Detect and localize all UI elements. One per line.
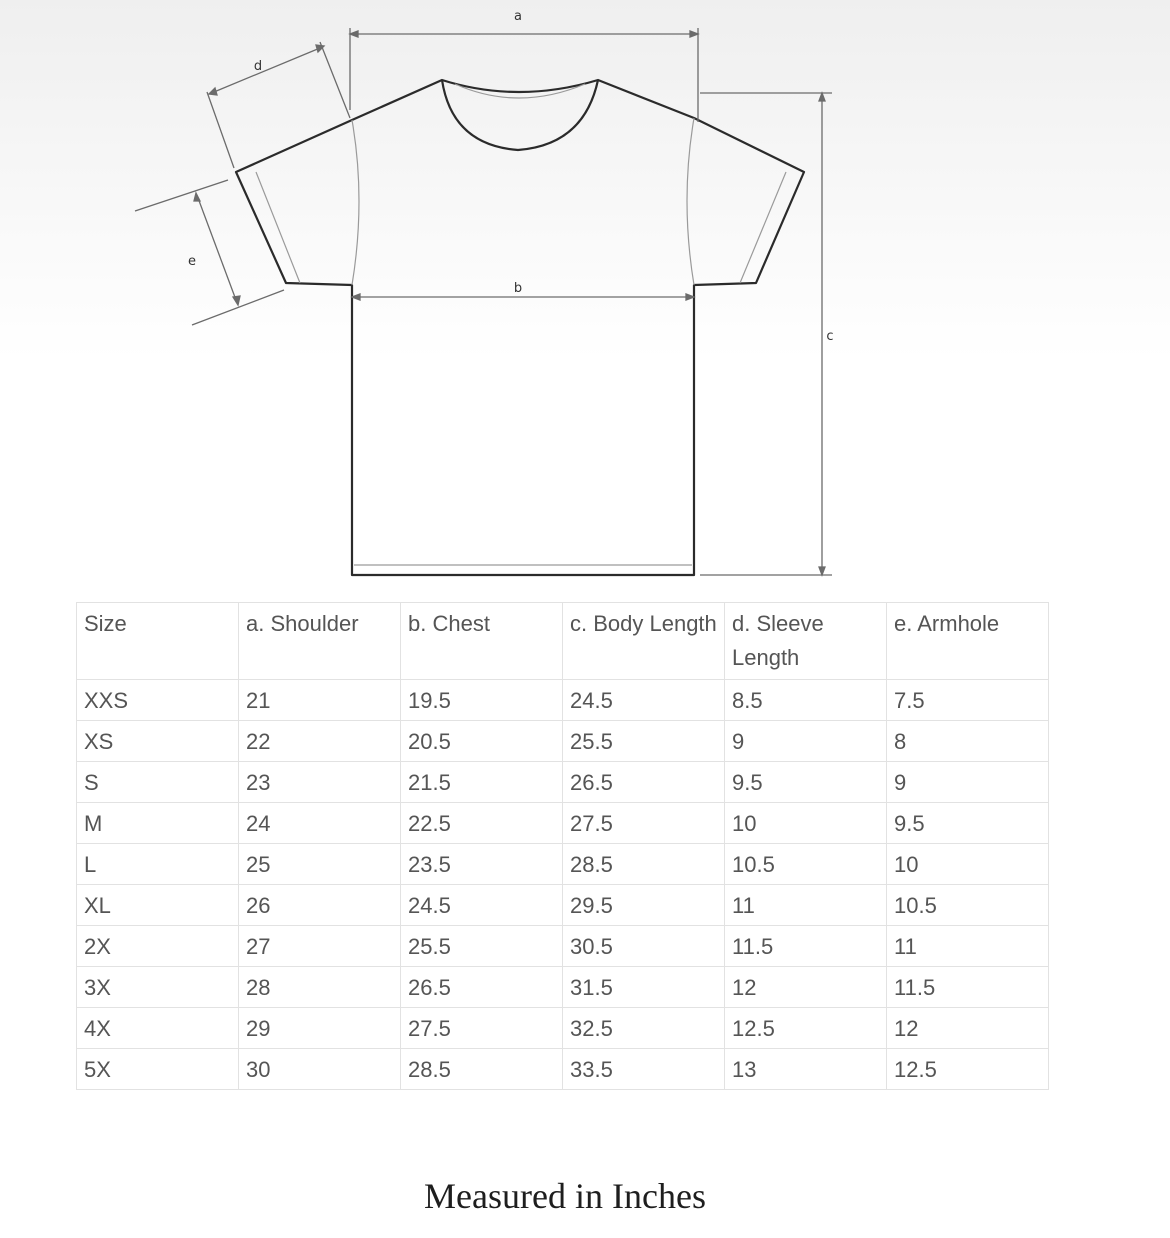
- tshirt-seams: [256, 84, 786, 565]
- table-row: [77, 967, 1049, 1008]
- dim-a-arrow-left: [350, 31, 358, 37]
- dim-d-line: [214, 48, 320, 92]
- dim-a-label: a: [514, 9, 522, 24]
- cell-size: 5X: [77, 1049, 239, 1090]
- cell-chest: 28.5: [401, 1049, 563, 1090]
- cell-sleeve-length: 9.5: [725, 762, 887, 803]
- tshirt-measurement-diagram: [0, 0, 1170, 600]
- cell-armhole: 7.5: [887, 680, 1049, 721]
- cell-chest: 20.5: [401, 721, 563, 762]
- cell-sleeve-length: 12: [725, 967, 887, 1008]
- cell-shoulder: 25: [239, 844, 401, 885]
- cell-body-length: 30.5: [563, 926, 725, 967]
- cell-chest: 23.5: [401, 844, 563, 885]
- cell-sleeve-length: 12.5: [725, 1008, 887, 1049]
- cell-shoulder: 22: [239, 721, 401, 762]
- cell-size: 2X: [77, 926, 239, 967]
- dim-b-arrow-left: [352, 294, 360, 300]
- dim-e-tick-top: [135, 180, 228, 211]
- dim-d-tick-left: [207, 92, 234, 168]
- cell-armhole: 12: [887, 1008, 1049, 1049]
- dimension-lines: [135, 28, 832, 575]
- cell-shoulder: 28: [239, 967, 401, 1008]
- cell-body-length: 25.5: [563, 721, 725, 762]
- dim-d-label: d: [253, 59, 263, 74]
- cell-body-length: 24.5: [563, 680, 725, 721]
- cell-shoulder: 29: [239, 1008, 401, 1049]
- table-row: [77, 803, 1049, 844]
- cell-sleeve-length: 11: [725, 885, 887, 926]
- cell-sleeve-length: 10.5: [725, 844, 887, 885]
- cell-chest: 24.5: [401, 885, 563, 926]
- cell-sleeve-length: 13: [725, 1049, 887, 1090]
- cell-armhole: 10: [887, 844, 1049, 885]
- cell-sleeve-length: 11.5: [725, 926, 887, 967]
- tshirt-outline: [236, 80, 804, 575]
- cell-armhole: 9: [887, 762, 1049, 803]
- cell-sleeve-length: 10: [725, 803, 887, 844]
- dim-e-line: [198, 198, 236, 300]
- cell-armhole: 10.5: [887, 885, 1049, 926]
- cell-chest: 26.5: [401, 967, 563, 1008]
- table-header-row: [77, 603, 1049, 680]
- dim-c-arrow-bottom: [819, 567, 825, 575]
- dim-c-arrow-top: [819, 93, 825, 101]
- cell-armhole: 8: [887, 721, 1049, 762]
- cell-chest: 22.5: [401, 803, 563, 844]
- table-row: [77, 926, 1049, 967]
- cell-shoulder: 23: [239, 762, 401, 803]
- cell-body-length: 27.5: [563, 803, 725, 844]
- cell-body-length: 28.5: [563, 844, 725, 885]
- cell-size: XS: [77, 721, 239, 762]
- dim-e-tick-bottom: [192, 290, 284, 325]
- dim-a-arrow-right: [690, 31, 698, 37]
- cell-size: 4X: [77, 1008, 239, 1049]
- dim-c-label: c: [826, 329, 834, 344]
- table-row: [77, 721, 1049, 762]
- cell-shoulder: 26: [239, 885, 401, 926]
- dim-b-label: b: [513, 281, 523, 296]
- cell-armhole: 12.5: [887, 1049, 1049, 1090]
- cell-size: XXS: [77, 680, 239, 721]
- cell-sleeve-length: 9: [725, 721, 887, 762]
- header-sleeve-length: d. Sleeve Length: [725, 603, 887, 680]
- cell-size: XL: [77, 885, 239, 926]
- table-row: [77, 680, 1049, 721]
- header-shoulder: a. Shoulder: [239, 603, 401, 680]
- table-row: [77, 762, 1049, 803]
- cell-body-length: 29.5: [563, 885, 725, 926]
- cell-chest: 27.5: [401, 1008, 563, 1049]
- cell-size: M: [77, 803, 239, 844]
- table-row: [77, 1008, 1049, 1049]
- dim-e-arrow-bottom: [233, 296, 240, 305]
- header-body-length: c. Body Length: [563, 603, 725, 680]
- cell-armhole: 11.5: [887, 967, 1049, 1008]
- dim-e-label: e: [188, 254, 196, 269]
- cell-armhole: 11: [887, 926, 1049, 967]
- units-caption: Measured in Inches: [424, 1176, 706, 1216]
- size-chart-table: [76, 602, 1049, 1090]
- cell-armhole: 9.5: [887, 803, 1049, 844]
- cell-chest: 19.5: [401, 680, 563, 721]
- cell-chest: 25.5: [401, 926, 563, 967]
- dim-e-arrow-top: [194, 193, 200, 201]
- dim-d-arrow-left: [209, 88, 217, 95]
- cell-body-length: 32.5: [563, 1008, 725, 1049]
- header-size: Size: [77, 603, 239, 680]
- cell-size: L: [77, 844, 239, 885]
- header-chest: b. Chest: [401, 603, 563, 680]
- cell-body-length: 33.5: [563, 1049, 725, 1090]
- cell-body-length: 26.5: [563, 762, 725, 803]
- cell-shoulder: 27: [239, 926, 401, 967]
- cell-shoulder: 21: [239, 680, 401, 721]
- header-armhole: e. Armhole: [887, 603, 1049, 680]
- cell-size: S: [77, 762, 239, 803]
- table-row: [77, 1049, 1049, 1090]
- dim-d-tick-right: [320, 42, 350, 118]
- cell-body-length: 31.5: [563, 967, 725, 1008]
- cell-chest: 21.5: [401, 762, 563, 803]
- table-row: [77, 885, 1049, 926]
- cell-shoulder: 30: [239, 1049, 401, 1090]
- dim-b-arrow-right: [686, 294, 694, 300]
- cell-sleeve-length: 8.5: [725, 680, 887, 721]
- table-row: [77, 844, 1049, 885]
- cell-size: 3X: [77, 967, 239, 1008]
- cell-shoulder: 24: [239, 803, 401, 844]
